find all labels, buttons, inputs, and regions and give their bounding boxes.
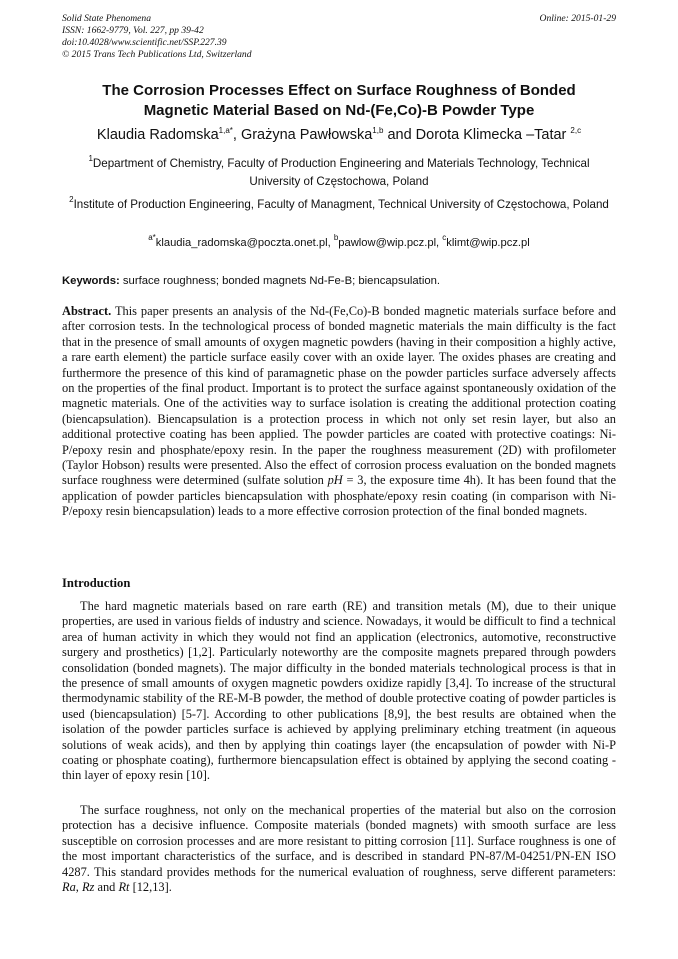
online-date-text: Online: 2015-01-29 — [539, 13, 616, 24]
param-separator: , — [75, 880, 82, 895]
param-rz: Rz — [81, 880, 95, 895]
issn-line: ISSN: 1662-9779, Vol. 227, pp 39-42 — [62, 25, 204, 36]
journal-header — [62, 13, 252, 61]
affiliation-2-text: Institute of Production Engineering, Faculty of Managment, Technical University of Częstochowa, Poland — [73, 198, 609, 211]
doi-line: doi:10.4028/www.scientific.net/SSP.227.39 — [62, 37, 227, 48]
introduction-paragraph-1: The hard magnetic materials based on rare earth (RE) and transition metals (M), due to their unique properties, are used in various fields of industry and science. Nowadays, it would be difficult to find a technical area of human activity in which they would not find an application (electronics, automotive, reconstructive surgery and prosthetics) [1,2]. Particularly noteworthy are the composite magnets prepared through powders consolidation (bonded magnets). The major difficulty in the bonded materials technological process is that in the presence of small amounts of oxygen magnetic powders oxidize rapidly [3,4]. To increase of the structural thermodynamic stability of the RE-M-B powder, the method of double protective coating of powder particles is used (biencapsulation) [5-7]. According to other publications [8,9], the best results are obtained when the isolation of the powder particles surface is achieved by applying preliminary etching treatment (in aqueous solutions of weak acids), and then by applying thin coatings layer (the encapsulation of powder with Ni-P coating or phosphate coating), furthermore biencapsulation effect is obtained by applying the second coating - thin layer of epoxy resin [10]. — [62, 599, 616, 783]
title-line-2: Magnetic Material Based on Nd-(Fe,Co)-B Powder Type — [143, 102, 535, 119]
email-1-marker: a* — [148, 233, 156, 242]
section-heading-introduction: Introduction — [62, 576, 131, 590]
email-2: pawlow@wip.pcz.pl, — [338, 237, 443, 249]
affiliation-2 — [62, 196, 616, 214]
journal-name: Solid State Phenomena — [62, 13, 151, 24]
author-2-affil: 1,b — [372, 126, 384, 135]
keywords-label: Keywords: — [62, 275, 120, 287]
email-1: klaudia_radomska@poczta.onet.pl, — [155, 237, 334, 249]
abstract-text-part-2: = 3, the exposure time 4h). It has been found that the application of powder particles biencapsulation with phosphate/epoxy resin coating (in comparison with Ni-P/epoxy resin biencapsulation) leads to a more effective corrosion protection of the final bonded magnets. — [62, 473, 616, 519]
author-emails — [62, 235, 616, 251]
abstract-label: Abstract. — [62, 304, 112, 318]
param-ra: Ra — [62, 880, 76, 895]
keywords-text: surface roughness; bonded magnets Nd-Fe-B; biencapsulation. — [119, 275, 441, 287]
copyright-line: © 2015 Trans Tech Publications Ltd, Switzerland — [62, 49, 252, 60]
affiliation-2-number: 2 — [69, 195, 74, 204]
paragraph-2-text: The surface roughness, not only on the mechanical properties of the material but also on the corrosion protection has a decisive influence. Composite materials (bonded magnets) with smooth surface are less susceptible on corrosion processes and are more resistant to pitting corrosion [11]. Surface roughness is one of the most important characteristics of the surface, and is described in standard PN-87/M-04251/PN-EN ISO 4287. This standard provides methods for the numerical evaluation of roughness, serve different parameters: — [62, 803, 616, 879]
author-1: Klaudia Radomska — [96, 127, 219, 143]
affiliation-1-number: 1 — [88, 154, 93, 163]
author-list — [62, 125, 616, 145]
paragraph-2-end: [12,13]. — [129, 880, 172, 895]
title-line-1: The Corrosion Processes Effect on Surface Roughness of Bonded — [102, 82, 576, 99]
author-separator: , — [232, 127, 241, 143]
author-3-affil: 2,c — [570, 126, 582, 135]
keywords — [62, 273, 616, 289]
email-3-marker: c — [442, 233, 447, 242]
param-rt: Rt — [118, 880, 130, 895]
abstract-text-part-1: This paper presents an analysis of the Nd-(Fe,Co)-B bonded magnetic materials surface before and after corrosion tests. In the technological process of bonded magnetic materials the main difficulty is the fact that in the presence of small amounts of oxygen magnetic powders (having in their composition a highly active, a rare earth element) the particle surface easily cover with an oxide layer. The oxides phases are creating and furthermore the presence of this kind of paramagnetic phase on the powder particles surface adversely affects on the properties of the final product. Important is to protect the surface against spontaneously oxidation of the magnetic materials. One of the activities way to surface isolation is creating the additional protection coating (biencapsulation). Biencapsulation is a protection process in which not only set resin layer, but also an additional protective coating has been applied. The powder particles are coated with protective coatings: Ni-P/epoxy resin and phosphate/epoxy resin. In the paper the roughness measurement (2D) with profilometer (Taylor Hobson) results were presented. Also the effect of corrosion process evaluation on the bonded magnets surface roughness were determined (sulfate solution — [62, 304, 616, 488]
online-date — [540, 13, 616, 25]
author-1-affil: 1,a* — [218, 126, 233, 135]
author-separator: and — [383, 127, 416, 143]
email-2-marker: b — [333, 233, 339, 242]
author-2: Grażyna Pawłowska — [240, 127, 373, 143]
abstract — [62, 304, 616, 520]
param-separator: and — [94, 880, 119, 895]
author-3: Dorota Klimecka –Tatar — [415, 127, 571, 143]
affiliation-1-text: Department of Chemistry, Faculty of Production Engineering and Materials Technology, Technical University of Częstochowa, Poland — [92, 157, 590, 188]
affiliation-1 — [62, 155, 616, 191]
introduction-paragraph-2 — [62, 803, 616, 895]
abstract-ph: pH — [327, 473, 343, 488]
paper-title — [62, 81, 616, 121]
email-3: klimt@wip.pcz.pl — [446, 237, 530, 249]
